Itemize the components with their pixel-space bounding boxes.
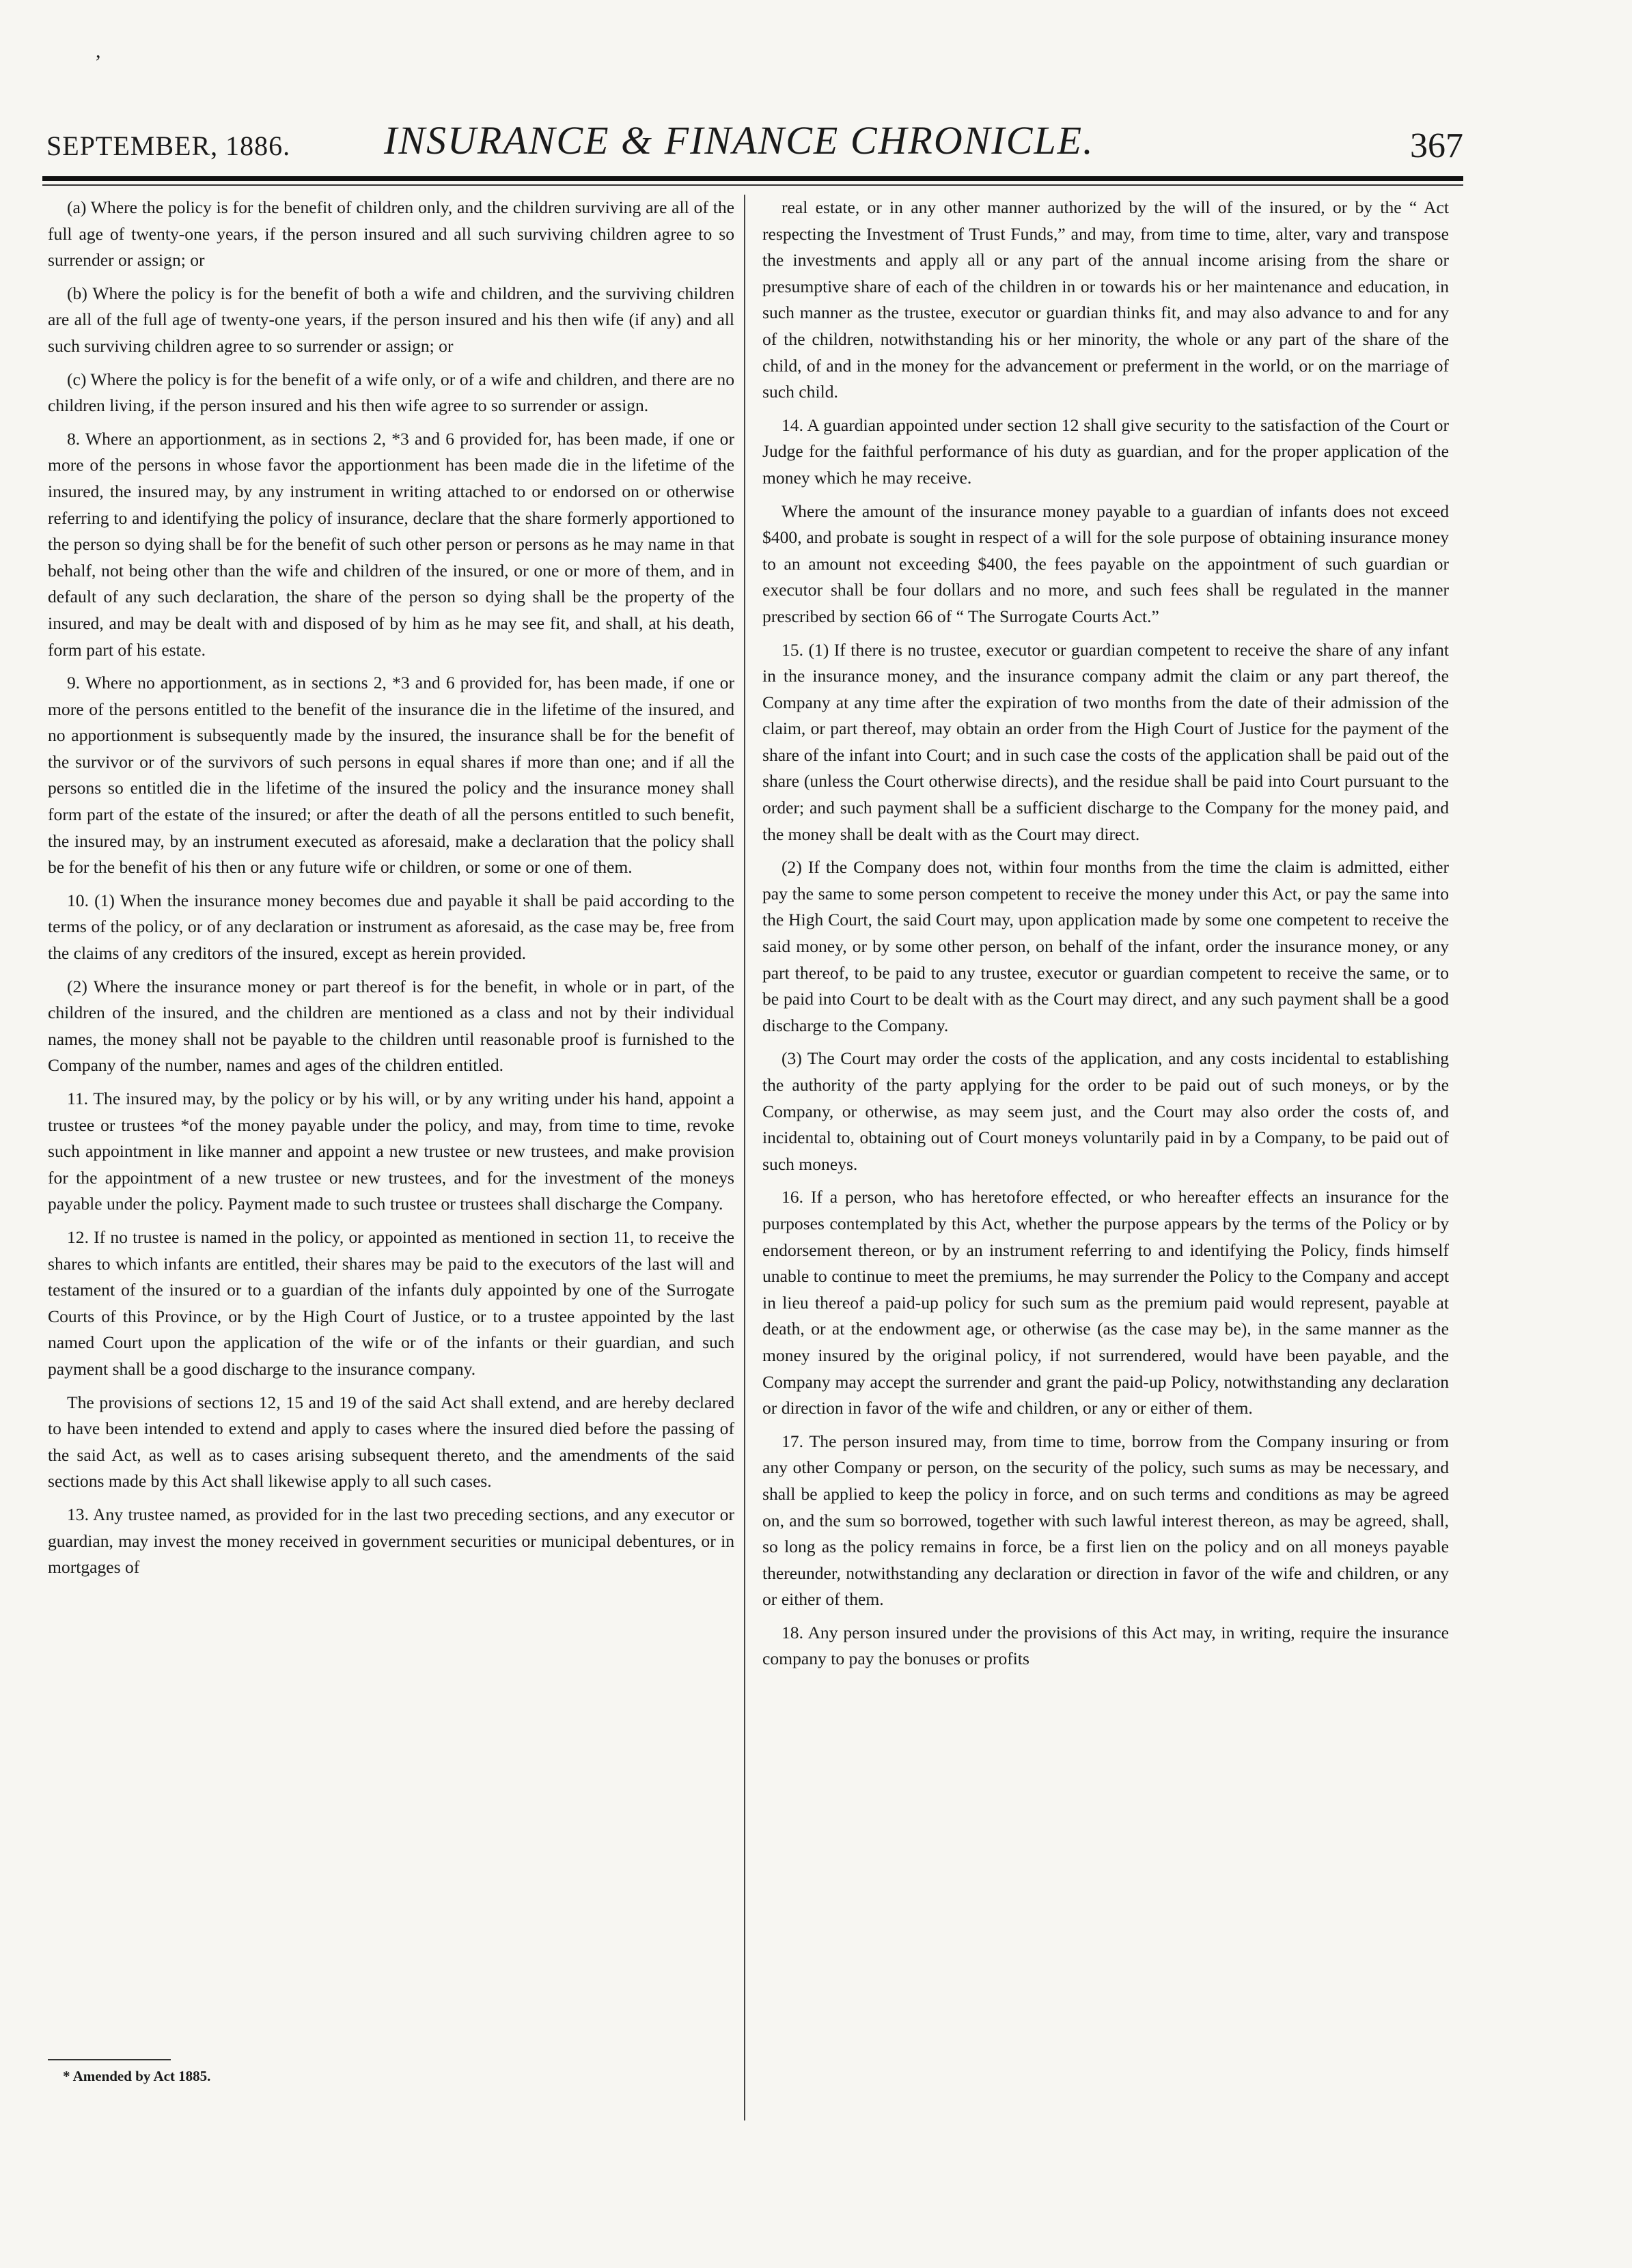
- paragraph: 13. Any trustee named, as provided for in the last two preceding sections, and any executor or guardian, may invest the money received in government securities or municipal debentures, or in mortgages of: [48, 1504, 734, 1578]
- header-rule-thin: [42, 184, 1463, 186]
- paragraph: (3) The Court may order the costs of the application, and any costs incidental to establishing the authority of the party applying for the order to be paid out of such moneys, or by the Company, or otherwise, as may seem just, and the Court may also order the costs of, and incidental to, obtaining out of Court moneys voluntarily paid in by a Company, to be paid out of such moneys.: [762, 1048, 1449, 1174]
- paragraph: (2) Where the insurance money or part thereof is for the benefit, in whole or in part, of the children of the insured, and the children are mentioned as a class and not by their individual names, the money shall not be payable to the children until reasonable proof is furnished to the Company of the number, names and ages of the children entitled.: [48, 976, 734, 1076]
- paragraph: (c) Where the policy is for the benefit of a wife only, or of a wife and children, and there are no children living, if the person insured and his then wife agree to so surrender or assign.: [48, 369, 734, 416]
- page-number: 367: [1410, 126, 1463, 165]
- paragraph: 8. Where an apportionment, as in sections 2, *3 and 6 provided for, has been made, if one or more of the persons in whose favor the apportionment has been made die in the lifetime of the insured, the insured may, by any instrument in writing attached to or endorsed on or otherwise referring to and identifying the policy of insurance, declare that the share formerly apportioned to the person so dying shall be for the benefit of such other person or persons as he may name in that behalf, not being other than the wife and children of the insured, or one or more of them, and in default of any such declaration, the share of the person so dying shall be the property of the insured, and may be dealt with and disposed of by him as he may see fit, and shall, at his death, form part of his estate.: [48, 428, 735, 660]
- paragraph: Where the amount of the insurance money payable to a guardian of infants does not exceed $400, and probate is sought in respect of a will for the sole purpose of obtaining insurance money to an amount not exceeding $400, the fees payable on the appointment of such guardian or executor shall be four dollars and no more, and such fees shall be regulated in the manner prescribed by section 66 of “ The Surrogate Courts Act.”: [762, 501, 1449, 626]
- footnote: * Amended by Act 1885.: [63, 2068, 211, 2084]
- footnote-rule: [48, 2059, 171, 2060]
- paragraph: 14. A guardian appointed under section 12 shall give security to the satisfaction of the Court or Judge for the faithful performance of his duty as guardian, and for the proper application of the money which he may receive.: [762, 415, 1449, 488]
- paragraph: 15. (1) If there is no trustee, executor or guardian competent to receive the share of any infant in the insurance money, and the insurance company admit the claim or any part thereof, the Company at any time after the expiration of two months from the date of their admission of the claim, or part thereof, may obtain an order from the High Court of Justice for the payment of the share of the infant into Court; and in such case the costs of the application shall be paid out of the share (unless the Court otherwise directs), and the residue shall be paid into Court pursuant to the order; and such payment shall be a sufficient discharge to the Company for the money paid, and the money shall be dealt with as the Court may direct.: [762, 639, 1449, 844]
- paragraph: 9. Where no apportionment, as in sections 2, *3 and 6 provided for, has been made, if one or more of the persons entitled to the benefit of the insurance die in the lifetime of the insured, and no apportionment is subsequently made by the insured, the insurance shall be for the benefit of the survivor or of the survivors of such persons in equal shares if more than one; and if all the persons so entitled die in the lifetime of the insured the policy and the insurance money shall form part of the estate of the insured; or after the death of all the persons entitled to such benefit, the insured may, by an instrument executed as aforesaid, make a declaration that the policy shall be for the benefit of his then or any future wife or children, or some or one of them.: [48, 673, 734, 878]
- paragraph: real estate, or in any other manner authorized by the will of the insured, or by the “ Act respecting the Investment of Trust Funds,” and may, from time to time, alter, vary and transpose the investments and apply all or any part of the annual income arising from the share or presumptive share of each of the children in or towards his or her maintenance and education, in such manner as the trustee, executor or guardian thinks fit, and may also advance to and for any of the children, notwithstanding his or her minority, the whole or any part of the share of the child, of and in the money for the advancement or preferment in the world, or on the marriage of such child.: [762, 197, 1449, 402]
- paragraph: (b) Where the policy is for the benefit of both a wife and children, and the surviving children are all of the full age of twenty-one years, if the person insured and his then wife (if any) and all such surviving children agree to so surrender or assign; or: [48, 283, 734, 356]
- header-rule-thick: [42, 176, 1463, 181]
- header-date: SEPTEMBER, 1886.: [46, 130, 291, 161]
- paragraph: 11. The insured may, by the policy or by his will, or by any writing under his hand, appoint a trustee or trustees *of the money payable under the policy, and may, from time to time, revoke such appointment in like manner and appoint a new trustee or new trustees, and make provision for the appointment of a new trustee or new trustees, and for the investment of the moneys payable under the policy. Payment made to such trustee or trustees shall discharge the Company.: [48, 1089, 734, 1214]
- paragraph: 12. If no trustee is named in the policy, or appointed as mentioned in section 11, to receive the shares to which infants are entitled, their shares may be paid to the executors of the last will and testament of the insured or to a guardian of the infants duly appointed by one of the Surrogate Courts of this Province, or by the High Court of Justice, or to a trustee appointed by the last named Court upon the application of the wife or of the infants or their guardian, and such payment shall be a good discharge to the insurance company.: [48, 1227, 734, 1379]
- page-header: [42, 115, 1463, 173]
- ink-speck: ,: [96, 40, 101, 62]
- right-column: [762, 195, 1449, 1679]
- column-divider: [744, 195, 745, 2120]
- header-title: INSURANCE & FINANCE CHRONICLE.: [384, 118, 1094, 163]
- paragraph: The provisions of sections 12, 15 and 19 of the said Act shall extend, and are hereby declared to have been intended to extend and apply to cases where the insured died before the passing of the said Act, as well as to cases arising subsequent thereto, and the amendments of the said sections made by this Act shall likewise apply to all such cases.: [48, 1392, 734, 1492]
- paragraph: (2) If the Company does not, within four months from the time the claim is admitted, either pay the same to some person competent to receive the money under this Act, or pay the same into the High Court, the said Court may, upon application made by some one competent to receive the said money, or by some other person, on behalf of the infant, order the insurance money, or any part thereof, to be paid to any trustee, executor or guardian competent to receive the same, or to be paid into Court to be dealt with as the Court may direct, and any such payment shall be a good discharge to the Company.: [762, 857, 1449, 1035]
- paragraph: (a) Where the policy is for the benefit of children only, and the children surviving are all of the full age of twenty-one years, if the person insured and all such surviving children agree to so surrender or assign; or: [48, 197, 734, 270]
- paragraph: 16. If a person, who has heretofore effected, or who hereafter effects an insurance for the purposes contemplated by this Act, whether the purpose appears by the terms of the Policy or by endorsement thereon, or by an instrument referring to and identifying the Policy, finds himself unable to continue to meet the premiums, he may surrender the Policy to the Company and accept in lieu thereof a paid-up policy for such sum as the premium paid would represent, payable at death, or at the endowment age, or otherwise (as the case may be), in the same manner as the money insured by the original policy, if not surrendered, would have been payable, and the Company may accept the surrender and grant the paid-up Policy, notwithstanding any declaration or direction in favor of the wife and children, or any or either of them.: [762, 1187, 1449, 1418]
- paragraph: 17. The person insured may, from time to time, borrow from the Company insuring or from any other Company or person, on the security of the policy, such sums as may be necessary, and shall be applied to keep the policy in force, and on such terms and conditions as may be agreed on, and the sum so borrowed, together with such lawful interest thereon, as may be agreed, shall, so long as the policy remains in force, be a first lien on the policy and on all moneys payable thereunder, notwithstanding any declaration or direction in favor of the wife and children, or any or either of them.: [762, 1431, 1449, 1610]
- left-column: [48, 195, 734, 1588]
- paragraph: 18. Any person insured under the provisions of this Act may, in writing, require the insurance company to pay the bonuses or profits: [762, 1622, 1449, 1669]
- paragraph: 10. (1) When the insurance money becomes due and payable it shall be paid according to the terms of the policy, or of any declaration or instrument as aforesaid, as the case may be, free from the claims of any creditors of the insured, except as herein provided.: [48, 890, 734, 964]
